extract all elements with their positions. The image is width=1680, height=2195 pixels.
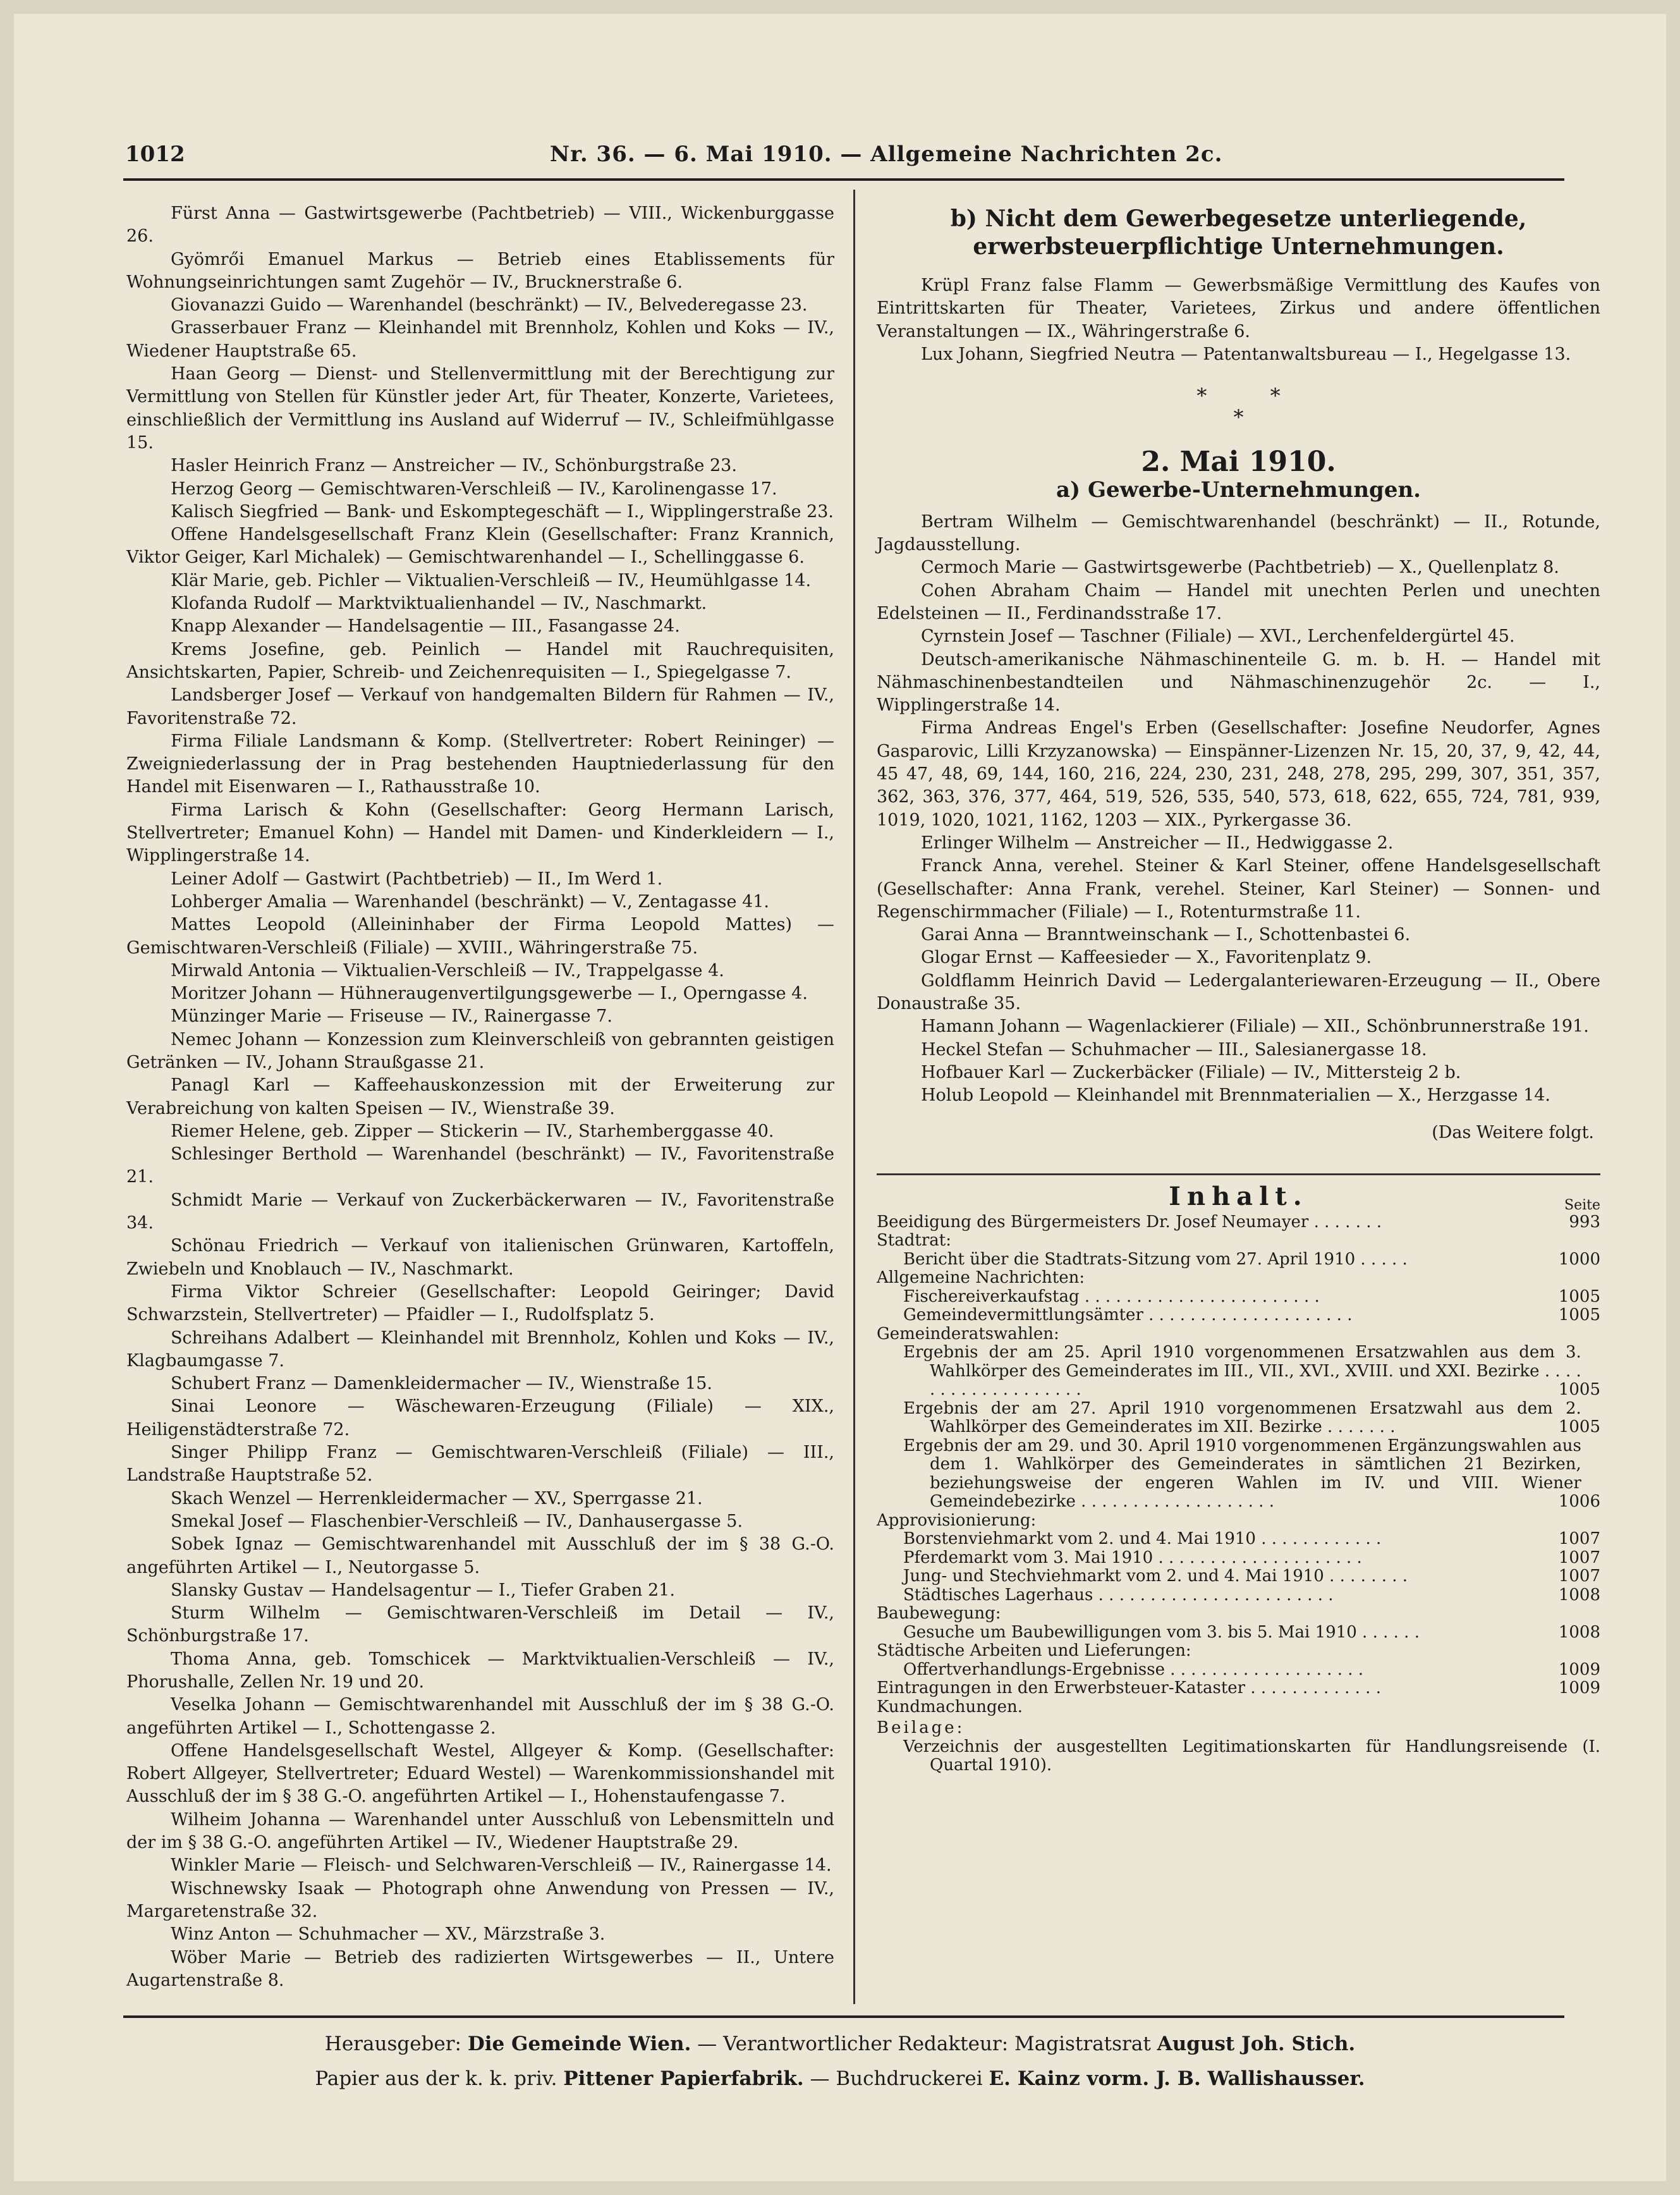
list-item: Glogar Ernst — Kaffeesieder — X., Favoritenplatz 9. bbox=[921, 948, 1372, 968]
toc-entry-text: Baubewegung: bbox=[877, 1604, 1001, 1623]
section-separator bbox=[877, 385, 1600, 428]
list-item: Winz Anton — Schuhmacher — XV., Märzstraße 3. bbox=[171, 1924, 606, 1945]
header-rule bbox=[123, 178, 1564, 181]
separator-stars-top: * * bbox=[1196, 384, 1281, 408]
toc-row bbox=[877, 1269, 1600, 1288]
list-item: Klofanda Rudolf — Marktviktualienhandel — IV., Naschmarkt. bbox=[171, 594, 707, 614]
list-item: Moritzer Johann — Hühneraugenvertilgungsgewerbe — I., Operngasse 4. bbox=[171, 984, 808, 1004]
list-item: Lohberger Amalia — Warenhandel (beschränkt) — V., Zentagasse 41. bbox=[171, 891, 770, 912]
list-item: Offene Handelsgesellschaft Westel, Allgeyer & Komp. (Gesellschafter: Robert Allgeyer, Stellvertreter; Eduard Westel) — Warenkommissionshandel mit Ausschluß der im § 38 G.-O. angeführten Artikel — I., Hohenstaufengasse 7. bbox=[126, 1740, 834, 1807]
beilage-label: Beilage: bbox=[877, 1718, 965, 1738]
column-divider bbox=[853, 190, 855, 2004]
beilage-text: Verzeichnis der ausgestellten Legitimationskarten für Handlungsreisende (I. Quartal 1910). bbox=[903, 1737, 1600, 1775]
list-item: Landsberger Josef — Verkauf von handgemalten Bildern für Rahmen — IV., Favoritenstraße 72. bbox=[126, 685, 834, 728]
toc-entry-text: Eintragungen in den Erwerbsteuer-Kataster . . . . . . . . . . . . . bbox=[877, 1678, 1381, 1698]
toc-row bbox=[877, 1306, 1600, 1325]
toc-entry-page: 1008 bbox=[1558, 1622, 1600, 1642]
toc-row bbox=[877, 1512, 1600, 1531]
toc-beilage bbox=[877, 1719, 1600, 1775]
toc-entry-text: Städtisches Lagerhaus . . . . . . . . . . . . . . . . . . . . . . . bbox=[903, 1585, 1334, 1605]
list-item: Schlesinger Berthold — Warenhandel (beschränkt) — IV., Favoritenstraße 21. bbox=[126, 1144, 834, 1187]
toc-entry-page: 1008 bbox=[1558, 1585, 1600, 1605]
list-item: Bertram Wilhelm — Gemischtwarenhandel (beschränkt) — II., Rotunde, Jagdausstellung. bbox=[877, 511, 1600, 555]
toc-entry-text: Jung- und Stechviehmarkt vom 2. und 4. Mai 1910 . . . . . . . . bbox=[903, 1567, 1408, 1586]
toc-row bbox=[877, 1530, 1600, 1549]
footer-editor: August Joh. Stich. bbox=[1157, 2033, 1356, 2055]
list-item: Krems Josefine, geb. Peinlich — Handel mit Rauchrequisiten, Ansichtskarten, Papier, Schreib- und Zeichenrequisiten — I., Spiegelgasse 7. bbox=[126, 639, 834, 682]
section-a-entries bbox=[877, 511, 1600, 1108]
list-item: Firma Larisch & Kohn (Gesellschafter: Georg Hermann Larisch, Stellvertreter; Emanuel Kohn) — Handel mit Damen- und Kinderkleidern — I., Wipplingerstraße 14. bbox=[126, 800, 834, 866]
footer-publisher: Die Gemeinde Wien. bbox=[467, 2033, 691, 2055]
date-title: 2. Mai 1910. bbox=[1141, 446, 1336, 479]
list-item: Giovanazzi Guido — Warenhandel (beschränkt) — IV., Belvederegasse 23. bbox=[171, 295, 808, 315]
section-a-title: a) Gewerbe-Unternehmungen. bbox=[1056, 477, 1421, 503]
toc-row bbox=[877, 1698, 1600, 1717]
list-item: Goldflamm Heinrich David — Ledergalanteriewaren-Erzeugung — II., Obere Donaustraße 35. bbox=[877, 970, 1600, 1014]
footer-printer: E. Kainz vorm. J. B. Wallishausser. bbox=[989, 2067, 1365, 2090]
page-number: 1012 bbox=[125, 142, 185, 167]
list-item: Panagl Karl — Kaffeehauskonzession mit der Erweiterung zur Verabreichung von kalten Speisen — IV., Wienstraße 39. bbox=[126, 1075, 834, 1118]
toc-entry-text: Stadtrat: bbox=[877, 1231, 951, 1250]
list-item: Cyrnstein Josef — Taschner (Filiale) — XVI., Lerchenfeldergürtel 45. bbox=[921, 627, 1515, 647]
list-item: Erlinger Wilhelm — Anstreicher — II., Hedwiggasse 2. bbox=[921, 833, 1394, 853]
list-item: Leiner Adolf — Gastwirt (Pachtbetrieb) — II., Im Werd 1. bbox=[171, 869, 663, 889]
section-b-entries bbox=[877, 274, 1600, 366]
toc-entry-text: Bericht über die Stadtrats-Sitzung vom 27. April 1910 . . . . . bbox=[903, 1249, 1408, 1269]
list-item: Garai Anna — Branntweinschank — I., Schottenbastei 6. bbox=[921, 925, 1411, 945]
toc-entry-page: 1005 bbox=[1558, 1417, 1600, 1437]
left-column bbox=[126, 202, 834, 1992]
list-item: Haan Georg — Dienst- und Stellenvermittlung mit der Berechtigung zur Vermittlung von Stellen für Künstler jeder Art, für Theater, Konzerte, Varietees, einschließlich der Vermittlung ins Ausland auf Widerruf — IV., Schleifmühlgasse 15. bbox=[126, 364, 834, 453]
toc-entry-page: 993 bbox=[1569, 1212, 1600, 1232]
right-column bbox=[877, 202, 1600, 1775]
toc-entry-page: 1005 bbox=[1558, 1287, 1600, 1306]
list-item: Schubert Franz — Damenkleidermacher — IV., Wienstraße 15. bbox=[171, 1374, 712, 1394]
toc-entry-page: 1009 bbox=[1558, 1678, 1600, 1698]
toc-entry-text: Gesuche um Baubewilligungen vom 3. bis 5. Mai 1910 . . . . . . bbox=[903, 1622, 1420, 1642]
list-item: Mattes Leopold (Alleininhaber der Firma Leopold Mattes) — Gemischtwaren-Verschleiß (Filiale) — XVIII., Währingerstraße 75. bbox=[126, 915, 834, 958]
toc-entry-text: Gemeindevermittlungsämter . . . . . . . . . . . . . . . . . . . . bbox=[903, 1305, 1353, 1325]
toc-row bbox=[877, 1400, 1600, 1437]
list-item: Schönau Friedrich — Verkauf von italienischen Grünwaren, Kartoffeln, Zwiebeln und Knoblauch — IV., Naschmarkt. bbox=[126, 1236, 834, 1279]
list-item: Schreihans Adalbert — Kleinhandel mit Brennholz, Kohlen und Koks — IV., Klagbaumgasse 7. bbox=[126, 1328, 834, 1371]
list-item: Nemec Johann — Konzession zum Kleinverschleiß von gebrannten geistigen Getränken — IV., Johann Straußgasse 21. bbox=[126, 1029, 834, 1072]
list-item: Singer Philipp Franz — Gemischtwaren-Verschleiß (Filiale) — III., Landstraße Hauptstraße 52. bbox=[126, 1443, 834, 1486]
list-item: Lux Johann, Siegfried Neutra — Patentanwaltsbureau — I., Hegelgasse 13. bbox=[921, 344, 1571, 364]
toc-row bbox=[877, 1549, 1600, 1568]
toc-entry-page: 1000 bbox=[1558, 1249, 1600, 1269]
toc-entry-page: 1007 bbox=[1558, 1567, 1600, 1586]
list-item: Smekal Josef — Flaschenbier-Verschleiß — IV., Danhausergasse 5. bbox=[171, 1511, 743, 1531]
page-header bbox=[107, 133, 1542, 177]
list-item: Sinai Leonore — Wäschewaren-Erzeugung (Filiale) — XIX., Heiligenstädterstraße 72. bbox=[126, 1397, 834, 1440]
toc-row bbox=[877, 1679, 1600, 1698]
list-item: Hofbauer Karl — Zuckerbäcker (Filiale) — IV., Mittersteig 2 b. bbox=[921, 1062, 1461, 1082]
toc-row bbox=[877, 1213, 1600, 1232]
toc-entry-page: 1007 bbox=[1558, 1529, 1600, 1549]
toc-entry-text: Kundmachungen. bbox=[877, 1697, 1023, 1716]
toc-entry-text: Ergebnis der am 25. April 1910 vorgenommenen Ersatzwahlen aus dem 3. Wahlkörper des Gemeinderates im III., VII., XVI., XVIII. und XXI. Bezirke . . . . . . . . . . . . . . . . . . . bbox=[903, 1343, 1581, 1400]
list-item: Winkler Marie — Fleisch- und Selchwaren-Verschleiß — IV., Rainergasse 14. bbox=[171, 1856, 832, 1876]
list-item: Sturm Wilhelm — Gemischtwaren-Verschleiß im Detail — IV., Schönburgstraße 17. bbox=[126, 1603, 834, 1646]
toc-list bbox=[877, 1213, 1600, 1717]
list-item: Hasler Heinrich Franz — Anstreicher — IV., Schönburgstraße 23. bbox=[171, 456, 737, 476]
footer-line-2 bbox=[0, 2067, 1680, 2090]
toc-row bbox=[877, 1437, 1600, 1512]
list-item: Holub Leopold — Kleinhandel mit Brennmaterialien — X., Herzgasse 14. bbox=[921, 1085, 1551, 1106]
footer-publisher-prefix: Herausgeber: bbox=[324, 2033, 461, 2055]
footer-paper-mill: Pittener Papierfabrik. bbox=[563, 2067, 804, 2090]
toc-entry-text: Ergebnis der am 29. und 30. April 1910 vorgenommenen Ergänzungswahlen aus dem 1. Wahlkörper des Gemeinderates in sämtlichen 21 Bezirken, beziehungsweise der engeren Wahlen im IV. und VIII. Wiener Gemeindebezirke . . . . . . . . . . . . . . . . . . . bbox=[903, 1436, 1581, 1512]
toc-row bbox=[877, 1605, 1600, 1623]
list-item: Cermoch Marie — Gastwirtsgewerbe (Pachtbetrieb) — X., Quellenplatz 8. bbox=[921, 558, 1559, 578]
list-item: Gyömrői Emanuel Markus — Betrieb eines Etablissements für Wohnungseinrichtungen samt Zugehör — IV., Brucknerstraße 6. bbox=[126, 249, 834, 292]
toc-title: Inhalt. bbox=[1169, 1181, 1308, 1211]
list-item: Cohen Abraham Chaim — Handel mit unechten Perlen und unechten Edelsteinen — II., Ferdinandsstraße 17. bbox=[877, 580, 1600, 623]
list-item: Mirwald Antonia — Viktualien-Verschleiß — IV., Trappelgasse 4. bbox=[171, 960, 724, 981]
toc-seite-label: Seite bbox=[1564, 1197, 1600, 1213]
list-item: Heckel Stefan — Schuhmacher — III., Salesianergasse 18. bbox=[921, 1039, 1427, 1060]
list-item: Riemer Helene, geb. Zipper — Stickerin — IV., Starhemberggasse 40. bbox=[171, 1121, 774, 1141]
toc-entry-text: Allgemeine Nachrichten: bbox=[877, 1268, 1085, 1288]
list-item: Fürst Anna — Gastwirtsgewerbe (Pachtbetrieb) — VIII., Wickenburggasse 26. bbox=[126, 204, 834, 247]
toc-entry-text: Offertverhandlungs-Ergebnisse . . . . . . . . . . . . . . . . . . . bbox=[903, 1660, 1364, 1679]
footer-rule bbox=[123, 2015, 1564, 2018]
toc-entry-text: Fischereiverkaufstag . . . . . . . . . . . . . . . . . . . . . . . bbox=[903, 1287, 1320, 1306]
toc-entry-text: Ergebnis der am 27. April 1910 vorgenommenen Ersatzwahl aus dem 2. Wahlkörper des Gemeinderates im XII. Bezirke . . . . . . . bbox=[903, 1398, 1581, 1437]
list-item: Deutsch-amerikanische Nähmaschinenteile G. m. b. H. — Handel mit Nähmaschinenbestandteilen und Nähmaschinenzugehör 2c. — I., Wipplingerstraße 14. bbox=[877, 649, 1600, 716]
footer-paper-prefix: Papier aus der k. k. priv. bbox=[315, 2067, 557, 2090]
footer-printer-prefix: — Buchdruckerei bbox=[810, 2067, 983, 2090]
list-item: Hamann Johann — Wagenlackierer (Filiale) — XII., Schönbrunnerstraße 191. bbox=[921, 1017, 1589, 1037]
toc-entry-text: Beeidigung des Bürgermeisters Dr. Josef Neumayer . . . . . . . bbox=[877, 1212, 1382, 1232]
list-item: Schmidt Marie — Verkauf von Zuckerbäckerwaren — IV., Favoritenstraße 34. bbox=[126, 1190, 834, 1233]
list-item: Wischnewsky Isaak — Photograph ohne Anwendung von Pressen — IV., Margaretenstraße 32. bbox=[126, 1878, 834, 1921]
list-item: Münzinger Marie — Friseuse — IV., Rainergasse 7. bbox=[171, 1006, 612, 1027]
list-item: Kalisch Siegfried — Bank- und Eskomptegeschäft — I., Wipplingerstraße 23. bbox=[171, 501, 834, 522]
toc-row bbox=[877, 1586, 1600, 1605]
list-item: Slansky Gustav — Handelsagentur — I., Tiefer Graben 21. bbox=[171, 1580, 675, 1600]
list-item: Wöber Marie — Betrieb des radizierten Wirtsgewerbes — II., Untere Augartenstraße 8. bbox=[126, 1947, 834, 1990]
separator-stars-bottom: * bbox=[1233, 405, 1244, 430]
list-item: Firma Viktor Schreier (Gesellschafter: Leopold Geiringer; David Schwarzstein, Stellvertreter) — Pfaidler — I., Rudolfsplatz 5. bbox=[126, 1281, 834, 1325]
list-item: Firma Andreas Engel's Erben (Gesellschafter: Josefine Neudorfer, Agnes Gasparovic, Lilli Krzyzanowska) — Einspänner-Lizenzen Nr. 15, 20, 37, 9, 42, 44, 45 47, 48, 69, 144, 160, 216, 224, 230, 231, 248, 278, 295, 299, 307, 351, 357, 362, 363, 376, 377, 464, 519, 526, 535, 540, 573, 618, 622, 655, 724, 781, 939, 1019, 1020, 1021, 1162, 1203 — XIX., Pyrkergasse 36. bbox=[877, 718, 1600, 830]
list-item: Firma Filiale Landsmann & Komp. (Stellvertreter: Robert Reininger) — Zweigniederlassung der in Prag bestehenden Hauptniederlassung für den Handel mit Eisenwaren — I., Rathausstraße 10. bbox=[126, 731, 834, 797]
toc-row bbox=[877, 1325, 1600, 1344]
toc-row bbox=[877, 1642, 1600, 1661]
toc-rule bbox=[877, 1173, 1600, 1175]
toc-entry-page: 1007 bbox=[1558, 1548, 1600, 1567]
toc-row bbox=[877, 1288, 1600, 1307]
list-item: Klär Marie, geb. Pichler — Viktualien-Verschleiß — IV., Heumühlgasse 14. bbox=[171, 570, 812, 590]
list-item: Sobek Ignaz — Gemischtwarenhandel mit Ausschluß der im § 38 G.-O. angeführten Artikel — I., Neutorgasse 5. bbox=[126, 1534, 834, 1577]
toc-entry-page: 1005 bbox=[1558, 1380, 1600, 1400]
toc-row bbox=[877, 1623, 1600, 1642]
list-item: Knapp Alexander — Handelsagentie — III., Fasangasse 24. bbox=[171, 616, 680, 637]
toc-row bbox=[877, 1567, 1600, 1586]
toc-entry-text: Gemeinderatswahlen: bbox=[877, 1324, 1059, 1343]
toc-row bbox=[877, 1250, 1600, 1269]
footer-editor-prefix: — Verantwortlicher Redakteur: Magistratsrat bbox=[697, 2033, 1151, 2055]
toc-entry-text: Pferdemarkt vom 3. Mai 1910 . . . . . . . . . . . . . . . . . . . . bbox=[903, 1548, 1362, 1567]
list-item: Skach Wenzel — Herrenkleidermacher — XV., Sperrgasse 21. bbox=[171, 1488, 703, 1508]
toc-row bbox=[877, 1661, 1600, 1680]
list-item: Franck Anna, verehel. Steiner & Karl Steiner, offene Handelsgesellschaft (Gesellschafter: Anna Frank, verehel. Steiner, Karl Steiner) — Sonnen- und Regenschirmmacher (Filiale) — I., Rotenturmstraße 11. bbox=[877, 856, 1600, 922]
header-title: Nr. 36. — 6. Mai 1910. — Allgemeine Nachrichten 2c. bbox=[550, 142, 1223, 167]
toc-entry-page: 1005 bbox=[1558, 1305, 1600, 1325]
list-item: Grasserbauer Franz — Kleinhandel mit Brennholz, Kohlen und Koks — IV., Wiedener Hauptstraße 65. bbox=[126, 318, 834, 361]
toc-row bbox=[877, 1232, 1600, 1250]
continued-note: (Das Weitere folgt. bbox=[1432, 1122, 1594, 1142]
section-b-title: b) Nicht dem Gewerbegesetze unterliegende, erwerbsteuerpflichtige Unternehmungen. bbox=[950, 205, 1527, 260]
toc-entry-text: Borstenviehmarkt vom 2. und 4. Mai 1910 . . . . . . . . . . . . bbox=[903, 1529, 1382, 1549]
list-item: Wilheim Johanna — Warenhandel unter Ausschluß von Lebensmitteln und der im § 38 G.-O. angeführten Artikel — IV., Wiedener Hauptstraße 29. bbox=[126, 1809, 834, 1853]
list-item: Krüpl Franz false Flamm — Gewerbsmäßige Vermittlung des Kaufes von Eintrittskarten für Theater, Varietees, Zirkus und andere öffentlichen Veranstaltungen — IX., Währingerstraße 6. bbox=[877, 276, 1600, 341]
toc-header bbox=[877, 1181, 1600, 1213]
list-item: Offene Handelsgesellschaft Franz Klein (Gesellschafter: Franz Krannich, Viktor Geiger, Karl Michalek) — Gemischtwarenhandel — I., Schellinggasse 6. bbox=[126, 525, 834, 568]
toc-entry-page: 1006 bbox=[1558, 1492, 1600, 1512]
toc-entry-page: 1009 bbox=[1558, 1660, 1600, 1679]
footer-line-1 bbox=[0, 2033, 1680, 2055]
toc-entry-text: Städtische Arbeiten und Lieferungen: bbox=[877, 1641, 1191, 1661]
toc-row bbox=[877, 1343, 1600, 1400]
list-item: Veselka Johann — Gemischtwarenhandel mit Ausschluß der im § 38 G.-O. angeführten Artikel — I., Schottengasse 2. bbox=[126, 1695, 834, 1738]
toc-entry-text: Approvisionierung: bbox=[877, 1510, 1037, 1530]
list-item: Thoma Anna, geb. Tomschicek — Marktviktualien-Verschleiß — IV., Phorushalle, Zellen Nr. 19 und 20. bbox=[126, 1649, 834, 1692]
list-item: Herzog Georg — Gemischtwaren-Verschleiß — IV., Karolinengasse 17. bbox=[171, 479, 777, 499]
